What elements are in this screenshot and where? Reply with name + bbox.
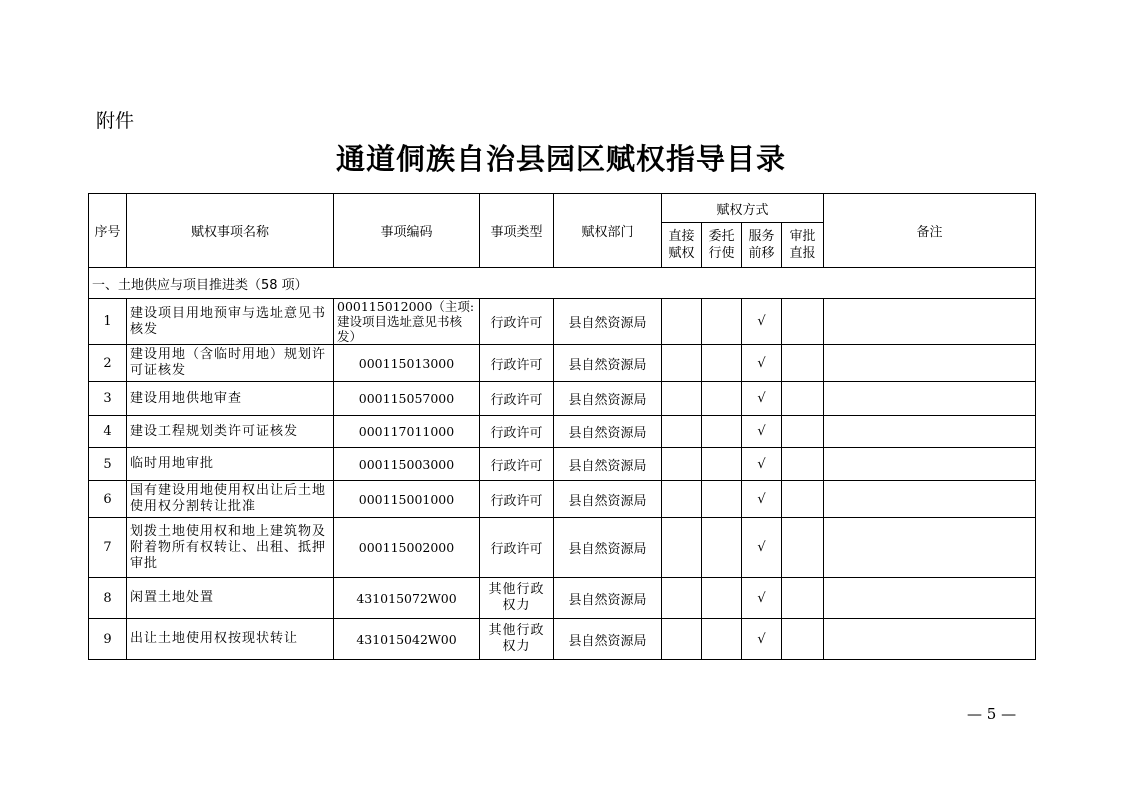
- row-type: 行政许可: [480, 448, 554, 481]
- row-report: [782, 299, 824, 345]
- row-dept: 县自然资源局: [554, 345, 662, 382]
- row-name: 临时用地审批: [127, 448, 334, 481]
- row-report: [782, 382, 824, 416]
- table-row: [89, 345, 1036, 382]
- table-row: [89, 619, 1036, 660]
- row-remark: [824, 345, 1036, 382]
- row-report: [782, 481, 824, 518]
- row-service-check: √: [742, 299, 782, 345]
- row-service-check: √: [742, 345, 782, 382]
- table-row: [89, 382, 1036, 416]
- header-name: 赋权事项名称: [127, 194, 334, 268]
- header-dept: 赋权部门: [554, 194, 662, 268]
- row-name: 国有建设用地使用权出让后土地使用权分割转让批准: [127, 481, 334, 518]
- row-remark: [824, 299, 1036, 345]
- row-dept: 县自然资源局: [554, 448, 662, 481]
- row-entrust: [702, 448, 742, 481]
- row-remark: [824, 619, 1036, 660]
- document-title: 通道侗族自治县园区赋权指导目录: [335, 142, 786, 176]
- row-name: 划拨土地使用权和地上建筑物及附着物所有权转让、出租、抵押审批: [127, 518, 334, 578]
- row-type: 行政许可: [480, 382, 554, 416]
- row-dept: 县自然资源局: [554, 481, 662, 518]
- row-seq: 1: [89, 299, 127, 345]
- row-remark: [824, 578, 1036, 619]
- row-service-check: √: [742, 448, 782, 481]
- row-service-check: √: [742, 518, 782, 578]
- row-name: 出让土地使用权按现状转让: [127, 619, 334, 660]
- row-name: 建设用地供地审查: [127, 382, 334, 416]
- header-seq: 序号: [89, 194, 127, 268]
- row-seq: 7: [89, 518, 127, 578]
- table-row: [89, 299, 1036, 345]
- row-service-check: √: [742, 416, 782, 448]
- row-report: [782, 448, 824, 481]
- row-entrust: [702, 345, 742, 382]
- row-remark: [824, 448, 1036, 481]
- row-remark: [824, 518, 1036, 578]
- row-direct: [662, 518, 702, 578]
- header-code: 事项编码: [334, 194, 480, 268]
- row-type: 行政许可: [480, 299, 554, 345]
- row-dept: 县自然资源局: [554, 578, 662, 619]
- row-direct: [662, 619, 702, 660]
- header-service: 服务前移: [742, 223, 782, 268]
- row-dept: 县自然资源局: [554, 518, 662, 578]
- row-report: [782, 345, 824, 382]
- row-name: 建设工程规划类许可证核发: [127, 416, 334, 448]
- header-report: 审批直报: [782, 223, 824, 268]
- row-service-check: √: [742, 578, 782, 619]
- row-dept: 县自然资源局: [554, 416, 662, 448]
- row-dept: 县自然资源局: [554, 299, 662, 345]
- row-service-check: √: [742, 382, 782, 416]
- row-type: 其他行政权力: [480, 619, 554, 660]
- row-code: 000115012000（主项:建设项目选址意见书核发）: [334, 299, 480, 345]
- row-type: 其他行政权力: [480, 578, 554, 619]
- row-code: 000115003000: [334, 448, 480, 481]
- row-name: 建设项目用地预审与选址意见书核发: [127, 299, 334, 345]
- row-seq: 5: [89, 448, 127, 481]
- row-code: 000117011000: [334, 416, 480, 448]
- row-code: 000115013000: [334, 345, 480, 382]
- row-dept: 县自然资源局: [554, 382, 662, 416]
- table-row: [89, 448, 1036, 481]
- row-type: 行政许可: [480, 518, 554, 578]
- page-number: — 5 —: [967, 705, 1017, 723]
- row-direct: [662, 382, 702, 416]
- row-remark: [824, 481, 1036, 518]
- row-remark: [824, 416, 1036, 448]
- row-type: 行政许可: [480, 345, 554, 382]
- row-service-check: √: [742, 619, 782, 660]
- row-seq: 4: [89, 416, 127, 448]
- row-code: 431015042W00: [334, 619, 480, 660]
- header-remark: 备注: [824, 194, 1036, 268]
- row-type: 行政许可: [480, 416, 554, 448]
- section-title: 一、土地供应与项目推进类（58 项）: [89, 268, 1036, 299]
- header-direct: 直接赋权: [662, 223, 702, 268]
- row-code: 000115001000: [334, 481, 480, 518]
- row-direct: [662, 345, 702, 382]
- row-direct: [662, 448, 702, 481]
- header-method: 赋权方式: [662, 194, 824, 223]
- header-entrust: 委托行使: [702, 223, 742, 268]
- row-entrust: [702, 518, 742, 578]
- row-direct: [662, 578, 702, 619]
- row-name: 闲置土地处置: [127, 578, 334, 619]
- row-report: [782, 518, 824, 578]
- table-row: [89, 481, 1036, 518]
- row-entrust: [702, 382, 742, 416]
- row-entrust: [702, 416, 742, 448]
- row-seq: 3: [89, 382, 127, 416]
- row-name: 建设用地（含临时用地）规划许可证核发: [127, 345, 334, 382]
- row-direct: [662, 416, 702, 448]
- row-entrust: [702, 299, 742, 345]
- row-seq: 2: [89, 345, 127, 382]
- row-seq: 9: [89, 619, 127, 660]
- row-seq: 6: [89, 481, 127, 518]
- row-code: 431015072W00: [334, 578, 480, 619]
- row-entrust: [702, 481, 742, 518]
- row-code: 000115057000: [334, 382, 480, 416]
- row-report: [782, 619, 824, 660]
- row-report: [782, 578, 824, 619]
- attachment-label: 附件: [96, 110, 135, 132]
- table-row: [89, 518, 1036, 578]
- section-row: [89, 268, 1036, 299]
- table-row: [89, 578, 1036, 619]
- row-type: 行政许可: [480, 481, 554, 518]
- row-code: 000115002000: [334, 518, 480, 578]
- catalog-table: [88, 193, 1036, 660]
- row-direct: [662, 299, 702, 345]
- row-seq: 8: [89, 578, 127, 619]
- row-direct: [662, 481, 702, 518]
- row-dept: 县自然资源局: [554, 619, 662, 660]
- row-entrust: [702, 619, 742, 660]
- row-report: [782, 416, 824, 448]
- row-remark: [824, 382, 1036, 416]
- header-type: 事项类型: [480, 194, 554, 268]
- table-row: [89, 416, 1036, 448]
- row-service-check: √: [742, 481, 782, 518]
- header-row-1: [89, 194, 1036, 223]
- row-entrust: [702, 578, 742, 619]
